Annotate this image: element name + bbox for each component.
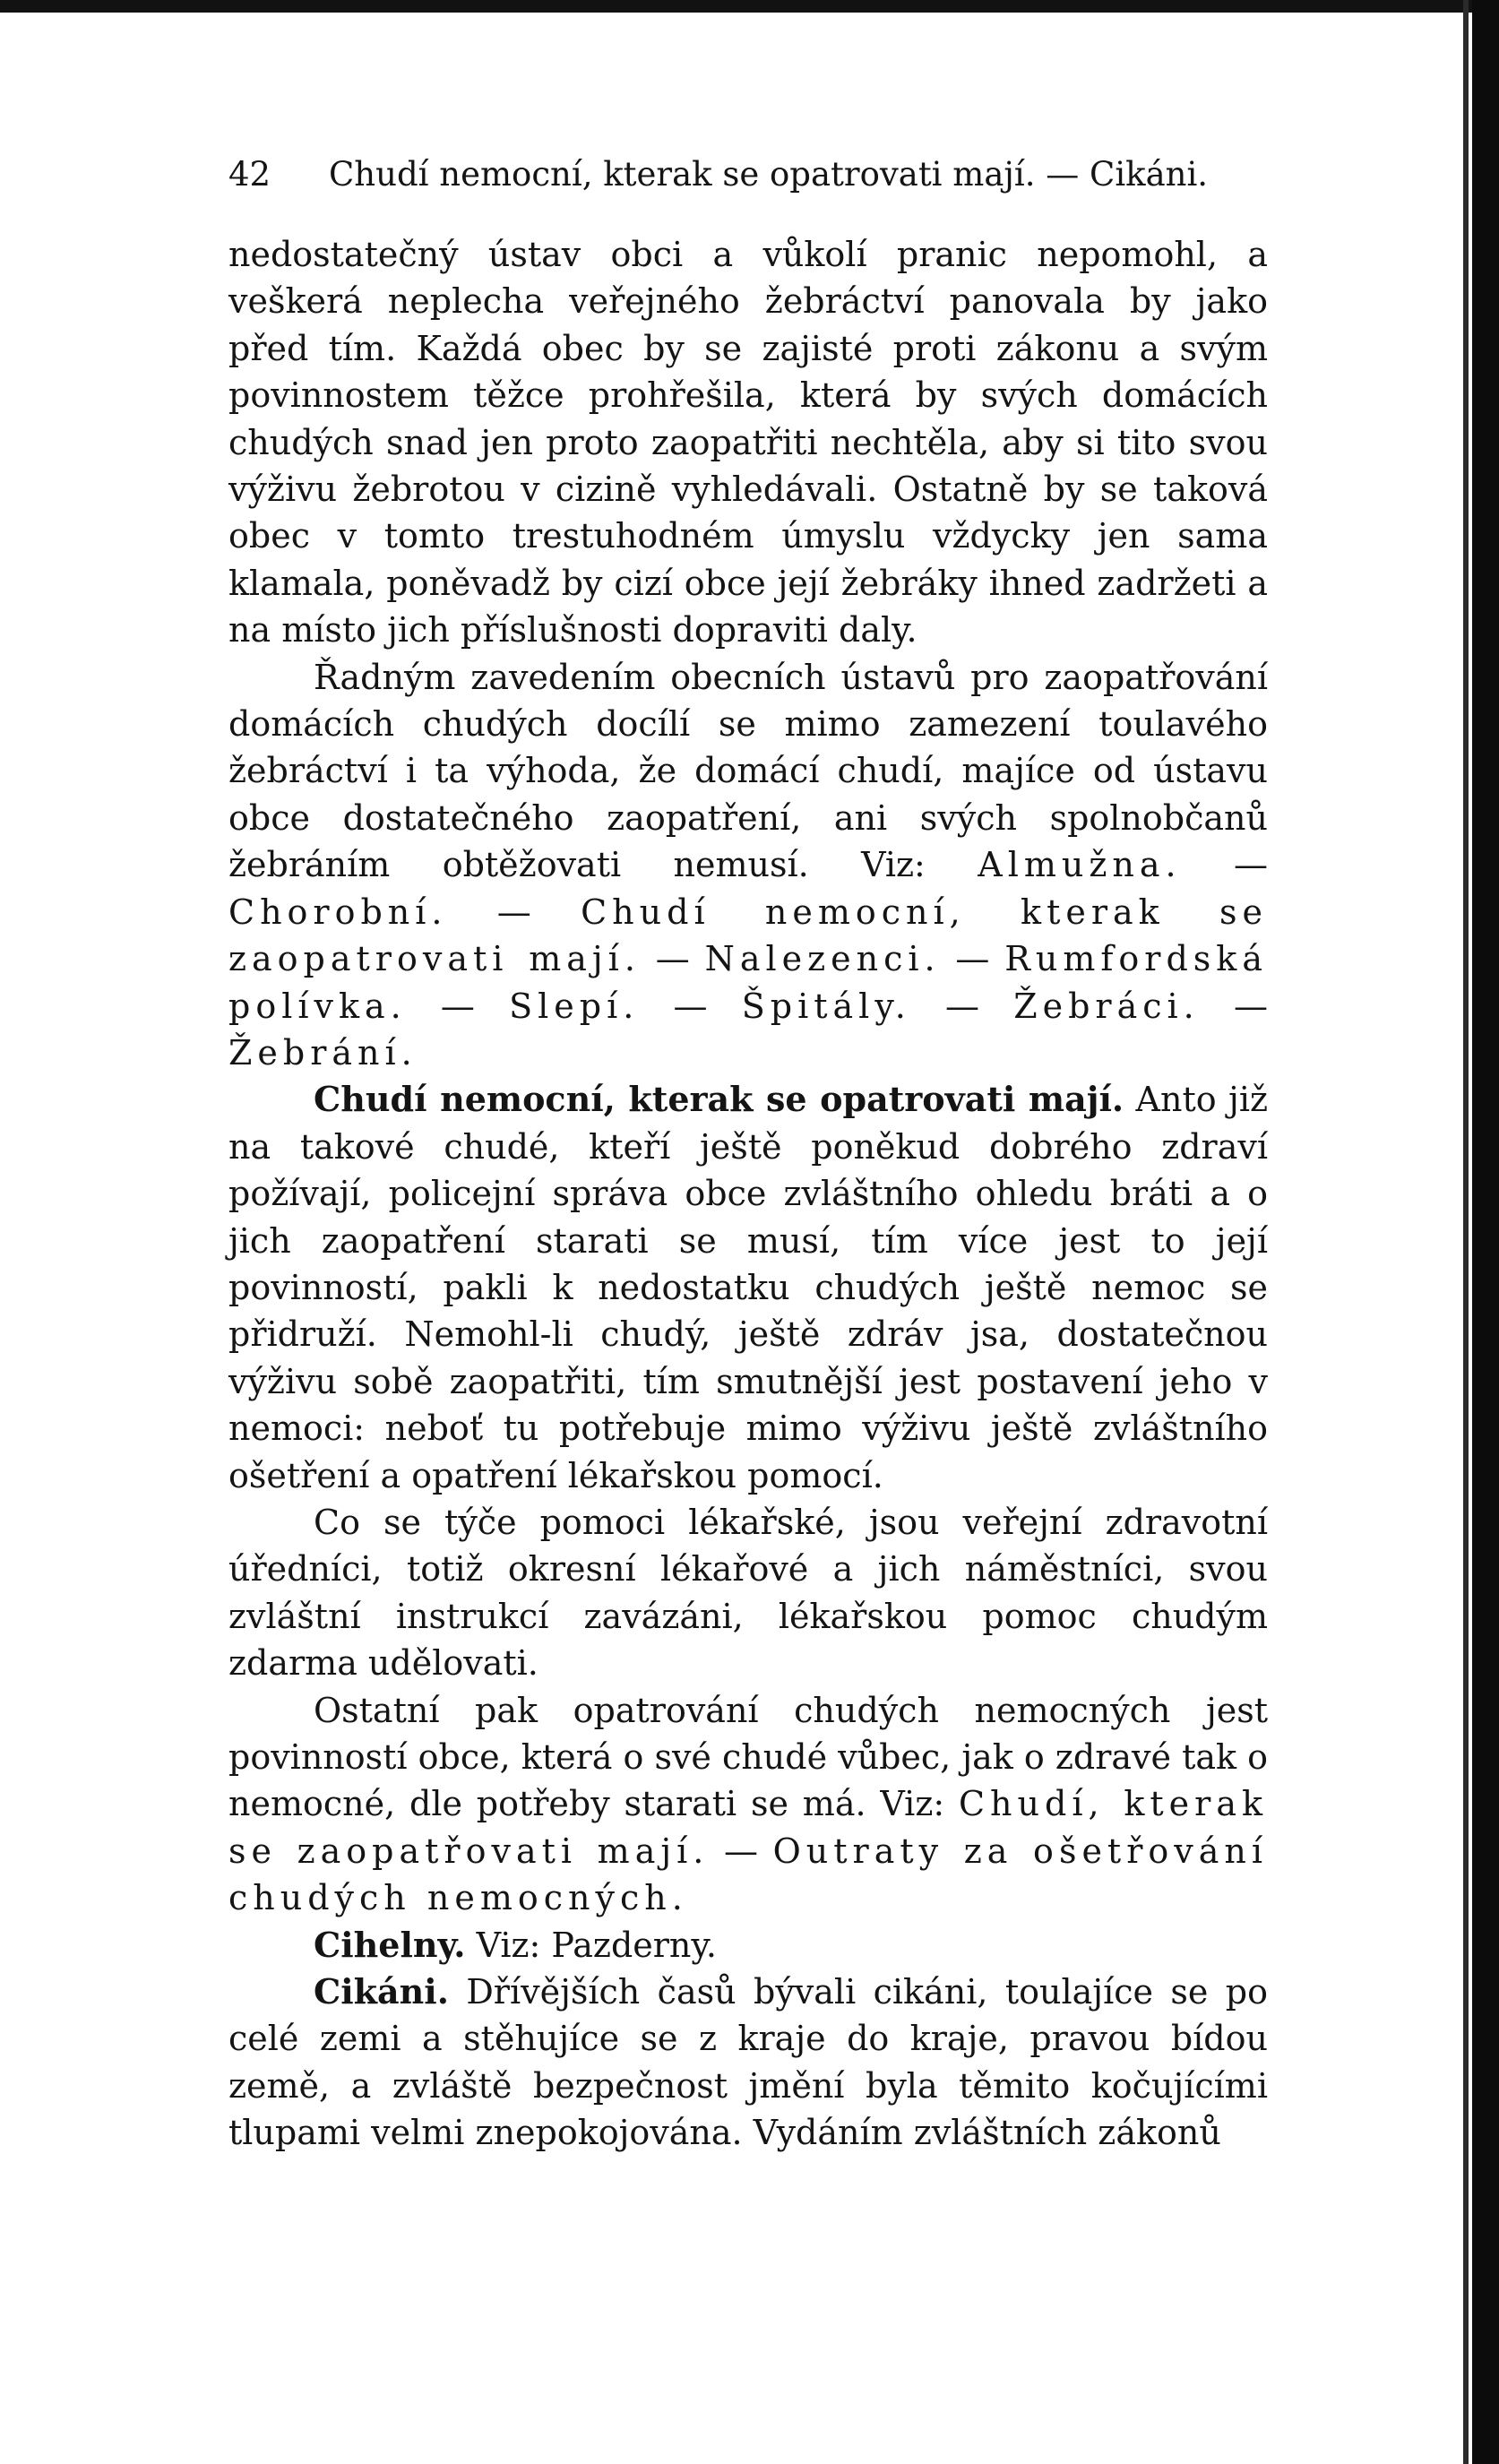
cross-reference: Chorobní.	[228, 892, 448, 932]
paragraph	[228, 1499, 1268, 1687]
text-run: Ostatní pak opatrování chudých nemocných jest povinností obce, která o své chudé vůbec, jak o zdravé tak o nemocné, dle potřeby starati se má. Viz:	[228, 1690, 1268, 1824]
cross-reference: Nalezenci.	[704, 939, 941, 979]
page-number: 42	[228, 155, 271, 194]
text-run: Anto již na takové chudé, kteří ještě poněkud dobrého zdraví požívají, policejní správa obce zvláštního ohledu bráti a o jich zaopatření starati se musí, tím více jest to její povinností, pakli k nedostatku chudých ještě nemoc se přidruží. Nemohl-li chudý, ještě zdráv jsa, dostatečnou výživu sobě zaopatřiti, tím smutnější jest postavení jeho v nemoci: neboť tu potřebuje mimo výživu ještě zvláštního ošetření a opatření lékařskou pomocí.	[228, 1080, 1268, 1495]
text-run: Řadným zavedením obecních ústavů pro zaopatřování domácích chudých docílí se mimo zamezení toulavého žebráctví i ta výhoda, že domácí chudí, majíce od ústavu obce dostatečného zaopatření, ani svých spolnobčanů žebráním obtěžovati nemusí. Viz:	[228, 657, 1268, 885]
scan-edge-top	[0, 0, 1499, 13]
cross-reference: Žebrání.	[228, 1032, 418, 1073]
text-run: Viz: Pazderny.	[465, 1925, 717, 1965]
text-run: —	[709, 1831, 773, 1871]
paragraph	[228, 1076, 1268, 1499]
scan-edge-line	[1463, 0, 1469, 2464]
entry-heading: Chudí nemocní, kterak se opatrovati mají.	[314, 1079, 1124, 1120]
cross-reference: Chudí, kterak se zaopatřovati mají.	[228, 1784, 1268, 1871]
entry-heading: Cikáni.	[314, 1971, 449, 2012]
text-run: —	[1199, 986, 1268, 1026]
paragraph	[228, 654, 1268, 1077]
body-text	[228, 231, 1268, 2157]
cross-reference: Rumfordská polívka.	[228, 939, 1268, 1026]
paragraph	[228, 1687, 1268, 1922]
text-run: —	[447, 892, 582, 932]
cross-reference: Almužna.	[978, 845, 1182, 885]
cross-reference: Špitály.	[741, 986, 911, 1026]
cross-reference: Slepí.	[509, 986, 640, 1026]
entry-heading: Cihelny.	[314, 1924, 466, 1965]
text-run: —	[1181, 845, 1268, 885]
running-title: Chudí nemocní, kterak se opatrovati mají. — Cikáni.	[329, 155, 1209, 194]
text-run: Co se týče pomoci lékařské, jsou veřejní zdravotní úředníci, totiž okresní lékařové a jich náměstníci, svou zvláštní instrukcí zavázáni, lékařskou pomoc chudým zdarma udělovati.	[228, 1502, 1268, 1684]
text-run: —	[940, 939, 1005, 979]
scan-edge-right	[1472, 0, 1499, 2464]
cross-reference: Chudí nemocní, kterak se zaopatrovati mají.	[228, 892, 1268, 979]
text-run: —	[406, 986, 510, 1026]
text-run: nedostatečný ústav obci a vůkolí pranic nepomohl, a veškerá neplecha veřejného žebráctví panovala by jako před tím. Každá obec by se zajisté proti zákonu a svým povinnostem těžce prohřešila, která by svých domácích chudých snad jen proto zaopatřiti nechtěla, aby si tito svou výživu žebrotou v cizině vyhledávali. Ostatně by se taková obec v tomto trestuhodném úmyslu vždycky jen sama klamala, poněvadž by cizí obce její žebráky ihned zadržeti a na místo jich příslušnosti dopraviti daly.	[228, 235, 1268, 650]
text-run: —	[910, 986, 1014, 1026]
cross-reference: Žebráci.	[1013, 986, 1200, 1026]
text-run: Dřívějších časů bývali cikáni, toulajíce se po celé zemi a stěhujíce se z kraje do kraje, pravou bídou země, a zvláště bezpečnost jmění byla těmito kočujícími tlupami velmi znepokojována. Vydáním zvláštních zákonů	[228, 1972, 1268, 2153]
text-run: —	[639, 986, 742, 1026]
paragraph	[228, 231, 1268, 654]
paragraph	[228, 1969, 1268, 2157]
cross-reference: Outraty za ošetřování chudých nemocných.	[228, 1831, 1268, 1918]
book-page	[228, 152, 1268, 2240]
text-run: —	[640, 939, 705, 979]
running-header	[228, 152, 1268, 197]
paragraph	[228, 1922, 1268, 1969]
